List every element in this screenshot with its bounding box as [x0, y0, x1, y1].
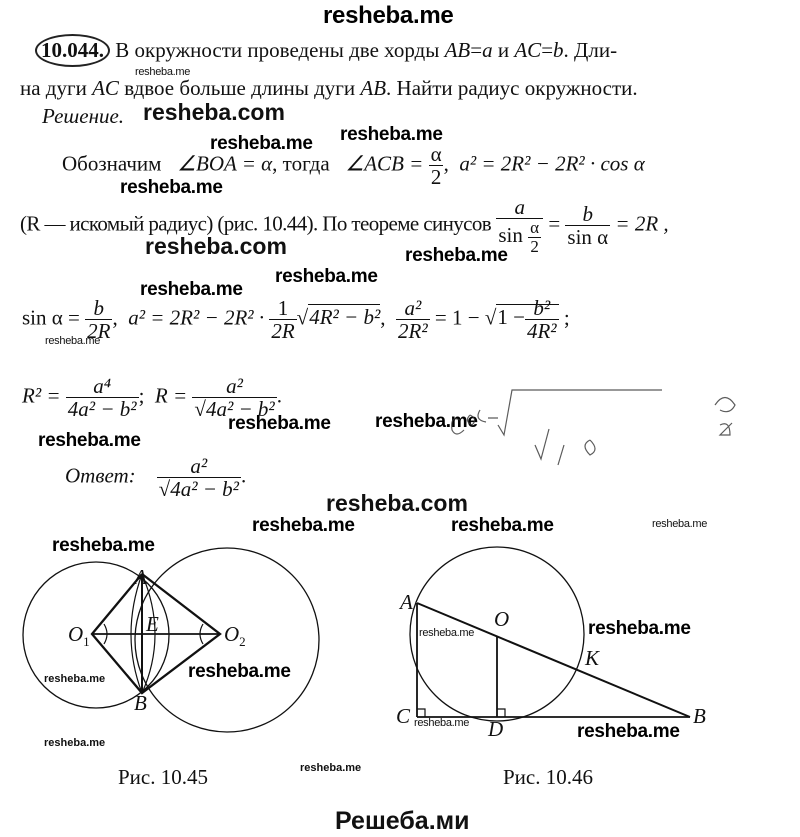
watermark: resheba.me [375, 411, 478, 432]
watermark: resheba.me [210, 133, 313, 154]
answer: Ответ: $\frac{\text{a²}}{\text{√4a² − b²}}$ . [65, 454, 247, 502]
watermark: resheba.me [52, 535, 155, 556]
figure-10-45 [0, 540, 330, 740]
point-A-label: A [134, 565, 147, 589]
watermark: resheba.me [275, 266, 378, 287]
point-D-label: D [488, 717, 504, 741]
point-O2-label: $O_2$ [224, 622, 246, 650]
problem-line-2: на дуги AC вдвое больше длины дуги AB. Найти радиус окружности. [20, 76, 638, 100]
figure-10-46-caption: Рис. 10.46 [503, 765, 593, 789]
watermark-small: resheba.me [300, 762, 362, 774]
watermark-com: resheba.com [145, 233, 287, 259]
figure-10-45-caption: Рис. 10.45 [118, 765, 208, 789]
problem-line-1: 10.044. В окружности проведены две хорды AB=a и AC=b. Дли- [35, 34, 617, 67]
point-C-label: C [396, 704, 411, 728]
watermark: resheba.me [188, 661, 291, 682]
point-A-label: A [400, 590, 413, 614]
watermark: resheba.me [38, 430, 141, 451]
point-B-label: B [693, 704, 706, 728]
watermark-small: resheba.me [44, 673, 106, 685]
watermark-top: resheba.me [323, 2, 454, 29]
watermark: resheba.me [252, 515, 355, 536]
watermark: resheba.me [340, 124, 443, 145]
point-E-label: E [146, 612, 159, 636]
solution-step-2: (R — искомый радиус) (рис. 10.44). По теореме синусов a sin $\frac{\alpha}{2}$ = $\frac{b}{\text{sin α}}$ = 2R , [20, 195, 669, 256]
footer-brand: Решеба.ми [335, 807, 470, 835]
watermark-small: resheba.me [652, 518, 708, 530]
handwriting-scribble [440, 380, 780, 490]
watermark-small: resheba.me [44, 737, 106, 749]
watermark: resheba.me [577, 721, 680, 742]
watermark-small: resheba.me [414, 717, 470, 729]
watermark: resheba.me [588, 618, 691, 639]
watermark: resheba.me [228, 413, 331, 434]
solution-step-4: R² = $\frac{\text{a⁴}}{\text{4a² − b²}}$ ; R = $\frac{\text{a²}}{\text{√4a² − b²}}$ . [22, 374, 282, 422]
point-O-label: O [494, 607, 510, 631]
watermark-small: resheba.me [419, 627, 475, 639]
solution-step-3: sin α = $\frac{b}{2R}$ , a² = 2R² − 2R² · $\frac{1}{2R}$ √4R² − b², $\frac{\text{a²}}{\text{2R²}}$ = 1 − √1 − $\frac{\text{b²}}{\text{4R²}}$ ; [22, 296, 570, 344]
point-O1-label: $O_1$ [68, 622, 90, 650]
watermark: resheba.me [140, 279, 243, 300]
problem-number: 10.044. [35, 34, 110, 67]
watermark-com: resheba.com [326, 490, 468, 516]
watermark: resheba.me [451, 515, 554, 536]
solution-step-1: Обозначим ∠BOA = α, тогда ∠ACB = $\frac{\alpha}{2}$ , a² = 2R² − 2R² · cos α [62, 142, 645, 190]
watermark-small: resheba.me [135, 66, 191, 78]
watermark-small: resheba.me [45, 335, 101, 347]
solution-label: Решение. [42, 104, 125, 128]
watermark-com: resheba.com [143, 99, 285, 125]
watermark: resheba.me [405, 245, 508, 266]
point-K-label: K [585, 646, 600, 670]
watermark: resheba.me [120, 177, 223, 198]
point-B-label: B [134, 691, 147, 715]
